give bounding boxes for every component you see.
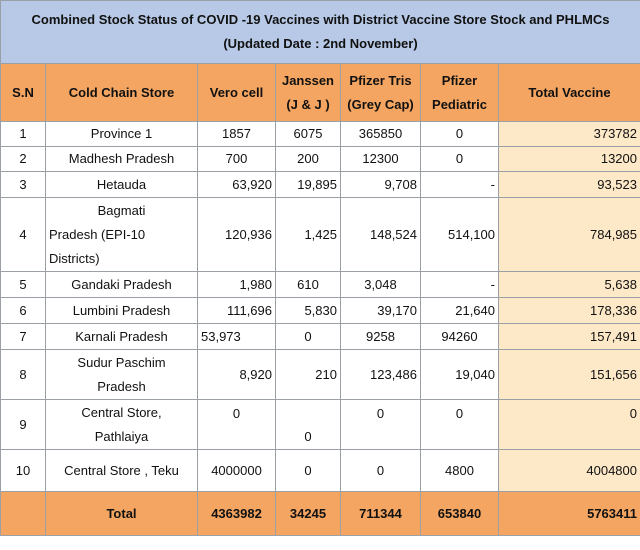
cell-janssen: 0 <box>276 400 341 450</box>
cell-total: 178,336 <box>499 298 640 324</box>
cell-store <box>46 350 198 400</box>
table-title <box>1 1 640 64</box>
cell-janssen: 1,425 <box>276 198 341 272</box>
table-row <box>1 298 640 324</box>
title-row <box>1 1 640 64</box>
header-pfizer-ped-line-1: Pfizer <box>441 72 478 88</box>
header-pfizer-tris-line-1: Pfizer Tris <box>349 72 412 88</box>
cell-janssen: 0 <box>276 450 341 492</box>
table-row <box>1 400 640 450</box>
table-row <box>1 172 640 198</box>
cell-store: Hetauda <box>46 172 198 198</box>
cell-janssen: 19,895 <box>276 172 341 198</box>
cell-store: Madhesh Pradesh <box>46 147 198 172</box>
header-pfizer-tris <box>341 64 421 122</box>
cell-sn: 2 <box>1 147 46 172</box>
cell-janssen: 610 <box>276 272 341 298</box>
header-janssen-line-2: (J & J ) <box>286 96 330 112</box>
cell-sn: 3 <box>1 172 46 198</box>
header-store: Cold Chain Store <box>46 64 198 122</box>
cell-pfizer-ped: 0 <box>421 400 499 450</box>
cell-vero: 53,973 <box>198 324 276 350</box>
table-row <box>1 450 640 492</box>
store-line-1: Central Store, <box>81 404 162 420</box>
table-row <box>1 122 640 147</box>
cell-vero: 8,920 <box>198 350 276 400</box>
cell-total: 5,638 <box>499 272 640 298</box>
cell-vero: 0 <box>198 400 276 450</box>
cell-pfizer-tris: 3,048 <box>341 272 421 298</box>
cell-sn: 5 <box>1 272 46 298</box>
header-vero: Vero cell <box>198 64 276 122</box>
cell-pfizer-tris: 148,524 <box>341 198 421 272</box>
store-line-3: Districts) <box>49 250 100 266</box>
cell-sn: 8 <box>1 350 46 400</box>
store-line-1: Sudur Paschim <box>77 354 166 370</box>
cell-pfizer-tris: 0 <box>341 400 421 450</box>
cell-total: 4004800 <box>499 450 640 492</box>
store-line-2: Pathlaiya <box>94 428 149 444</box>
cell-sn: 10 <box>1 450 46 492</box>
cell-pfizer-tris: 0 <box>341 450 421 492</box>
cell-pfizer-ped: 4800 <box>421 450 499 492</box>
cell-pfizer-ped: - <box>421 172 499 198</box>
cell-store: Karnali Pradesh <box>46 324 198 350</box>
store-line-2: Pradesh <box>97 378 146 394</box>
cell-pfizer-tris: 39,170 <box>341 298 421 324</box>
cell-pfizer-ped: - <box>421 272 499 298</box>
cell-total: 784,985 <box>499 198 640 272</box>
cell-vero: 111,696 <box>198 298 276 324</box>
table-row <box>1 324 640 350</box>
header-pfizer-pediatric <box>421 64 499 122</box>
cell-store <box>46 400 198 450</box>
title-line-1: Combined Stock Status of COVID -19 Vaccines with District Vaccine Store Stock and PHLMCs <box>31 12 610 27</box>
cell-vero: 1,980 <box>198 272 276 298</box>
cell-vero: 120,936 <box>198 198 276 272</box>
cell-pfizer-ped: 19,040 <box>421 350 499 400</box>
cell-sn: 1 <box>1 122 46 147</box>
cell-sn: 6 <box>1 298 46 324</box>
cell-store: Province 1 <box>46 122 198 147</box>
cell-pfizer-ped: 514,100 <box>421 198 499 272</box>
store-line-1: Bagmati <box>97 202 146 218</box>
store-line-2: Pradesh (EPI-10 <box>49 226 146 242</box>
cell-store: Central Store , Teku <box>46 450 198 492</box>
cell-store: Lumbini Pradesh <box>46 298 198 324</box>
cell-vero: 4000000 <box>198 450 276 492</box>
header-pfizer-tris-line-2: (Grey Cap) <box>347 96 414 112</box>
cell-janssen: 200 <box>276 147 341 172</box>
cell-pfizer-ped: 21,640 <box>421 298 499 324</box>
title-line-2: (Updated Date : 2nd November) <box>223 36 418 51</box>
cell-store: Gandaki Pradesh <box>46 272 198 298</box>
header-total: Total Vaccine <box>499 64 640 122</box>
cell-total: 151,656 <box>499 350 640 400</box>
cell-pfizer-tris: 9258 <box>341 324 421 350</box>
cell-blank <box>1 492 46 536</box>
total-label: Total <box>46 492 198 536</box>
total-row <box>1 492 640 536</box>
cell-pfizer-ped: 94260 <box>421 324 499 350</box>
cell-pfizer-ped: 0 <box>421 122 499 147</box>
cell-janssen: 6075 <box>276 122 341 147</box>
cell-total: 0 <box>499 400 640 450</box>
cell-vero: 1857 <box>198 122 276 147</box>
header-sn: S.N <box>1 64 46 122</box>
table-row <box>1 198 640 272</box>
cell-vero: 700 <box>198 147 276 172</box>
cell-total: 373782 <box>499 122 640 147</box>
cell-vero: 63,920 <box>198 172 276 198</box>
cell-sn: 4 <box>1 198 46 272</box>
header-pfizer-ped-line-2: Pediatric <box>432 96 487 112</box>
total-pfizer-ped: 653840 <box>421 492 499 536</box>
cell-pfizer-tris: 365850 <box>341 122 421 147</box>
cell-total: 157,491 <box>499 324 640 350</box>
cell-sn: 9 <box>1 400 46 450</box>
cell-pfizer-tris: 9,708 <box>341 172 421 198</box>
cell-total: 13200 <box>499 147 640 172</box>
header-row <box>1 64 640 122</box>
total-janssen: 34245 <box>276 492 341 536</box>
cell-pfizer-tris: 123,486 <box>341 350 421 400</box>
total-pfizer-tris: 711344 <box>341 492 421 536</box>
cell-total: 93,523 <box>499 172 640 198</box>
cell-sn: 7 <box>1 324 46 350</box>
cell-pfizer-ped: 0 <box>421 147 499 172</box>
cell-janssen: 5,830 <box>276 298 341 324</box>
cell-store <box>46 198 198 272</box>
table-row <box>1 350 640 400</box>
total-vero: 4363982 <box>198 492 276 536</box>
header-janssen-line-1: Janssen <box>281 72 335 88</box>
table-row <box>1 272 640 298</box>
cell-pfizer-tris: 12300 <box>341 147 421 172</box>
total-vaccine: 5763411 <box>499 492 640 536</box>
table-row <box>1 147 640 172</box>
cell-janssen: 0 <box>276 324 341 350</box>
header-janssen <box>276 64 341 122</box>
cell-janssen: 210 <box>276 350 341 400</box>
